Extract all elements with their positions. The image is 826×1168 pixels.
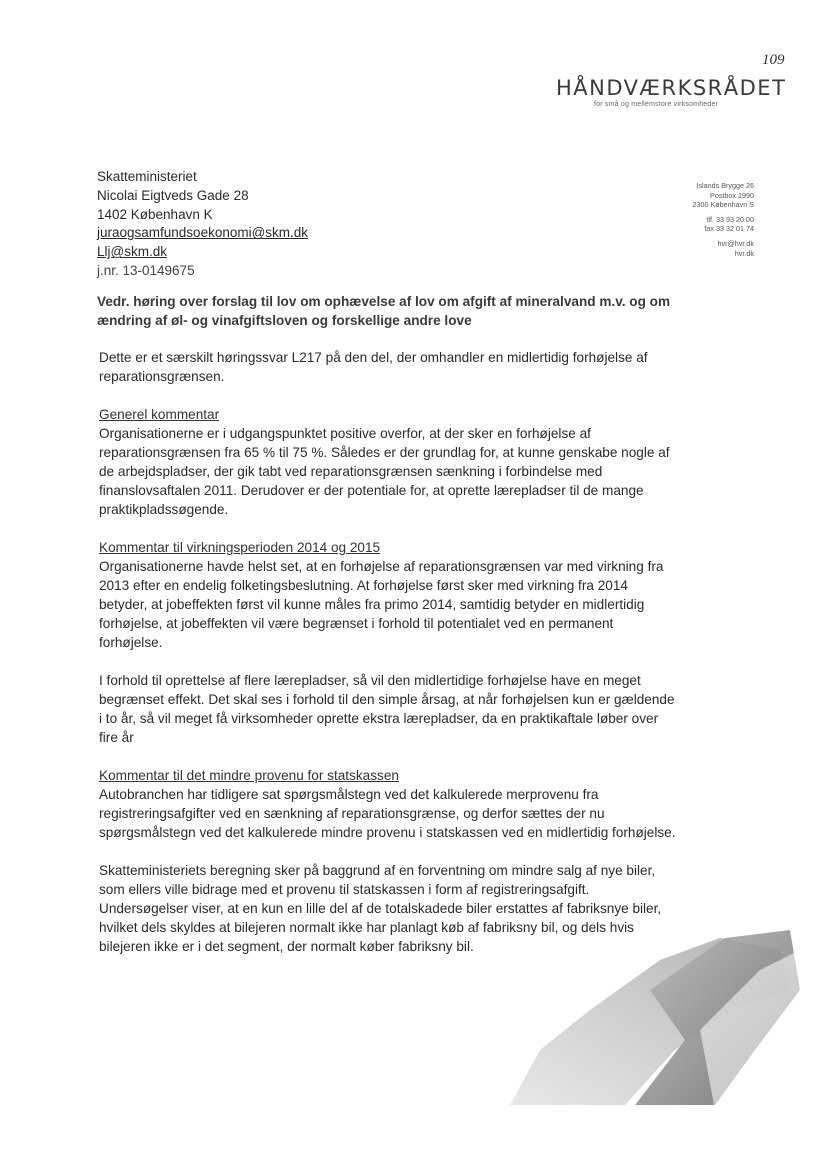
sender-address-line: 2300 København S (692, 200, 754, 210)
body-paragraph: Organisationerne er i udgangspunktet positive overfor, at der sker en forhøjelse af reparationsgrænsen fra 65 % til 75 %. Således er der grundlag for, at kunne genskabe nogle af de arbejdspladser, der gik tabt ved reparationsgrænsen sænkning i forbindelse med finanslovsaftalen 2011. Derudover er der potentiale for, at oprette lærepladser til de mange praktikpladssøgende. (99, 426, 670, 517)
body-paragraph: Organisationerne havde helst set, at en forhøjelse af reparationsgrænsen var med virkning fra 2013 efter en endelig folketingsbeslutning. At forhøjelse først sker med virkning fra 2014 betyder, at jobeffekten først vil kunne måles fra primo 2014, samtidig betyder en midlertidig forhøjelse, at jobeffekten vil være begrænset i forhold til potentialet ved en permanent forhøjelse. (99, 559, 664, 650)
section-effect-period (99, 538, 677, 747)
sender-address-line: Islands Brygge 26 (696, 181, 754, 190)
sender-address-line: Postbox 1990 (710, 190, 754, 200)
sender-website: hvr.dk (734, 248, 754, 258)
section-heading: Generel kommentar (99, 407, 220, 422)
intro-paragraph: Dette er et særskilt høringssvar L217 på den del, der omhandler en midlertidig forhøjelse af reparationsgrænsen. (99, 350, 648, 384)
section-heading: Kommentar til det mindre provenu for statskassen (99, 768, 399, 783)
recipient-email-link[interactable]: Llj@skm.dk (97, 244, 167, 260)
recipient-street: Nicolai Eigtveds Gade 28 (97, 187, 249, 203)
sender-fax: fax 33 32 01 74 (704, 224, 754, 234)
recipient-email-link[interactable]: juraogsamfundsoekonomi@skm.dk (97, 225, 309, 241)
letterhead-logo (556, 76, 787, 109)
body-paragraph: I forhold til oprettelse af flere lærepladser, så vil den midlertidige forhøjelse have en meget begrænset effekt. Det skal ses i forhold til den simple årsag, at når forhøjelsen kun er gældende i to år, så vil meget få virksomheder oprette ekstra lærepladser, da en praktikaftale løber over fire år (99, 673, 675, 745)
section-heading: Kommentar til virkningsperioden 2014 og 2015 (99, 540, 381, 555)
letterhead-graphic (500, 930, 800, 1110)
sender-contact-block (614, 181, 754, 258)
recipient-name: Skatteministeriet (97, 169, 197, 184)
sender-email: hvr@hvr.dk (717, 238, 754, 248)
organization-name: HÅNDVÆRKSRÅDET (556, 76, 787, 100)
section-general-comment (99, 405, 677, 519)
recipient-city: 1402 København K (97, 206, 213, 222)
letter-subject: Vedr. høring over forslag til lov om ophævelse af lov om afgift af mineralvand m.v. og om ændring af øl- og vinafgiftsloven og forskellige andre love (97, 294, 671, 328)
body-paragraph: Skatteministeriets beregning sker på baggrund af en forventning om mindre salg af nye biler, som ellers ville bidrage med et provenu til statskassen i form af registreringsafgift. Undersøgelser viser, at en kun en lille del af de totalskadede biler erstattes af fabriksnye biler, hvilket dels skyldes at bilejeren normalt ikke har planlagt køb af fabriksny bil, og dels hvis bilejeren ikke er i det segment, der normalt køber fabriksny bil. (99, 863, 662, 954)
sender-phone: tlf. 33 93 20 00 (706, 214, 754, 224)
body-paragraph: Autobranchen har tidligere sat spørgsmålstegn ved det kalkulerede merprovenu fra registreringsafgifter ved en sænkning af reparationsgrænse, og derfor sættes der nu spørgsmålstegn ved det kalkulerede mindre provenu i statskassen ved en midlertidig forhøjelse. (99, 787, 676, 840)
section-revenue (99, 766, 677, 956)
letter-body (99, 348, 677, 975)
journal-number: j.nr. 13-0149675 (97, 262, 195, 278)
recipient-address-block (97, 168, 308, 281)
organization-tagline: for små og mellemstore virksomheder (594, 101, 719, 108)
page-number: 109 (762, 52, 785, 68)
